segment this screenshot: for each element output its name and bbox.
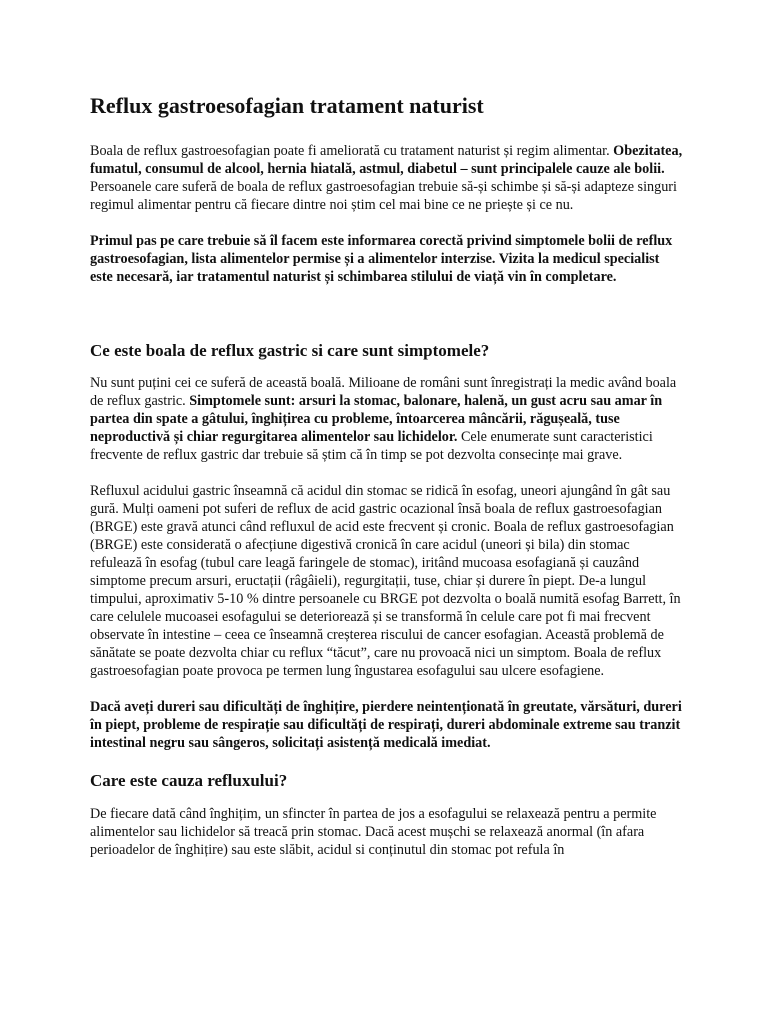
reflux-explanation-paragraph: Refluxul acidului gastric înseamnă că acidul din stomac se ridică în esofag, uneori ajungând în gât sau gură. Mulți oameni pot suferi de reflux de acid gastric ocazional însă boala de reflux gastroesofagian (BRGE) este gravă atunci când refluxul de acid este frecvent și cronic. Boala de reflux gastroesofagian (BRGE) este considerată o afecțiune digestivă cronică în care acidul (uneori și bila) din stomac refulează în esofag (tubul care leagă faringele de stomac), iritând mucoasa esofagiană și cauzând simptome precum arsuri, eructații (râgâieli), regurgitații, tuse, chiar și durere în piept. De-a lungul timpului, aproximativ 5-10 % dintre persoanele cu BRGE pot dezvolta o boală numită esofag Barrett, în care celulele mucoasei esofagului se deteriorează și se transformă în celule care pot fi mai frecvent observate în intestine – ceea ce înseamnă creșterea riscului de cancer esofagian. Această problemă de sănătate se poate dezvolta chiar cu reflux “tăcut”, care nu provoacă nici un simptom. Boala de reflux gastroesofagian poate provoca pe termen lung îngustarea esofagului sau ulcere esofagiene. — [90, 483, 681, 679]
section-heading-cause: Care este cauza refluxului? — [90, 771, 288, 790]
first-step-paragraph: Primul pas pe care trebuie să îl facem este informarea corectă privind simptomele bolii de reflux gastroesofagian, lista alimentelor permise și a alimentelor interzise. Vizita la medicul specialist este necesară, iar tratamentul naturist și schimbarea stilului de viață vin în completare. — [90, 233, 673, 285]
page-title: Reflux gastroesofagian tratament naturist — [90, 93, 484, 118]
article — [90, 92, 685, 859]
symptoms-text-1: Nu sunt puțini cei ce suferă de această boală. Milioane de români sunt înregistrați la medic având boala de reflux gastric. — [90, 375, 677, 409]
section-heading-symptoms: Ce este boala de reflux gastric si care sunt simptomele? — [90, 341, 490, 360]
warning-paragraph: Dacă aveți dureri sau dificultăți de înghițire, pierdere neintenționată în greutate, vărsături, dureri în piept, probleme de respirație sau dificultăți de respirați, dureri abdominale extreme sau tranzit intestinal negru sau sângeros, solicitați asistență medicală imediat. — [90, 699, 682, 751]
intro-text-2: Persoanele care suferă de boala de reflux gastroesofagian trebuie să-și schimbe și să-și adapteze singuri regimul alimentar pentru că fiecare dintre noi știm cel mai bine ce ne priește și ce nu. — [90, 179, 677, 213]
intro-paragraph — [90, 142, 685, 214]
intro-bold-causes: Obezitatea, fumatul, consumul de alcool, hernia hiatală, astmul, diabetul – sunt principalele cauze ale bolii. — [90, 143, 683, 177]
cause-paragraph: De fiecare dată când înghițim, un sfincter în partea de jos a esofagului se relaxează pentru a permite alimentelor sau lichidelor să treacă prin stomac. Dacă acest mușchi se relaxează anormal (în afara perioadelor de înghițire) sau este slăbit, acidul si conținutul din stomac pot refula în — [90, 806, 657, 858]
symptoms-bold-list: Simptomele sunt: arsuri la stomac, balonare, halenă, un gust acru sau amar în partea din spate a gâtului, înghițirea cu probleme, întoarcerea mâncării, răgușeală, tuse neproductivă și chiar regurgitarea alimentelor sau lichidelor. — [90, 393, 663, 445]
intro-text-1: Boala de reflux gastroesofagian poate fi ameliorată cu tratament naturist și regim alimentar. — [90, 143, 614, 159]
symptoms-paragraph — [90, 374, 685, 464]
symptoms-text-2: Cele enumerate sunt caracteristici frecvente de reflux gastric dar trebuie să știm că în timp se pot dezvolta consecințe mai grave. — [90, 429, 653, 463]
